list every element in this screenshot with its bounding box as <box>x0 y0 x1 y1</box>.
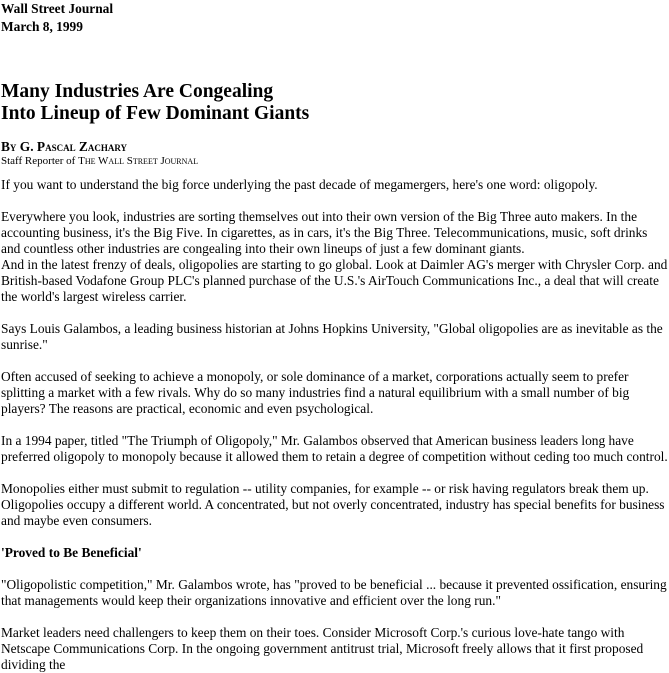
headline-line-1: Many Industries Are Congealing <box>1 81 274 102</box>
staff-outlet: The Wall Street Journal <box>78 155 199 167</box>
publication-name: Wall Street Journal <box>1 1 114 16</box>
paragraph: Monopolies either must submit to regulation -- utility companies, for example -- or risk having regulators break them up. Oligopolies occupy a different world. A concentrated, but not overly concentrated, industry has special benefits for business and maybe even consumers. <box>1 481 665 528</box>
paragraph: If you want to understand the big force underlying the past decade of megamergers, here's one word: oligopoly. <box>1 177 598 192</box>
byline: By G. Pascal Zachary <box>1 139 128 154</box>
paragraph: And in the latest frenzy of deals, oligopolies are starting to go global. Look at Daimler AG's merger with Chrysler Corp. and British-based Vodafone Group PLC's planned purchase of the U.S.'s AirTouch Communications Inc., a deal that will create the world's largest wireless carrier. <box>1 257 668 304</box>
paragraph: In a 1994 paper, titled "The Triumph of Oligopoly," Mr. Galambos observed that American business leaders long have preferred oligopoly to monopoly because it allowed them to retain a degree of competition without ceding too much control. <box>1 433 668 464</box>
paragraph: Says Louis Galambos, a leading business historian at Johns Hopkins University, "Global oligopolies are as inevitable as the sunrise." <box>1 321 663 352</box>
paragraph: Everywhere you look, industries are sorting themselves out into their own version of the Big Three auto makers. In the accounting business, it's the Big Five. In cigarettes, as in cars, it's the Big Three. Telecommunications, music, soft drinks and countless other industries are congealing into their own lineups of just a few dominant giants. <box>1 209 648 256</box>
staff-prefix: Staff Reporter of <box>1 155 79 167</box>
paragraph: Market leaders need challengers to keep them on their toes. Consider Microsoft Corp.'s curious love-hate tango with Netscape Communications Corp. In the ongoing government antitrust trial, Microsoft freely allows that it first proposed dividing the <box>1 625 644 672</box>
headline <box>1 81 669 125</box>
subheading: 'Proved to Be Beneficial' <box>1 545 142 560</box>
headline-line-2: Into Lineup of Few Dominant Giants <box>1 103 310 124</box>
staff-credit <box>1 155 669 168</box>
paragraph: Often accused of seeking to achieve a monopoly, or sole dominance of a market, corporations actually seem to prefer splitting a market with a few rivals. Why do so many industries find a natural equilibrium with a small number of big players? The reasons are practical, economic and even psychological. <box>1 369 630 416</box>
publication-date: March 8, 1999 <box>1 19 83 34</box>
paragraph: "Oligopolistic competition," Mr. Galambos wrote, has "proved to be beneficial ... because it prevented ossification, ensuring that managements would keep their organizations innovative and efficient over the long run." <box>1 577 667 608</box>
